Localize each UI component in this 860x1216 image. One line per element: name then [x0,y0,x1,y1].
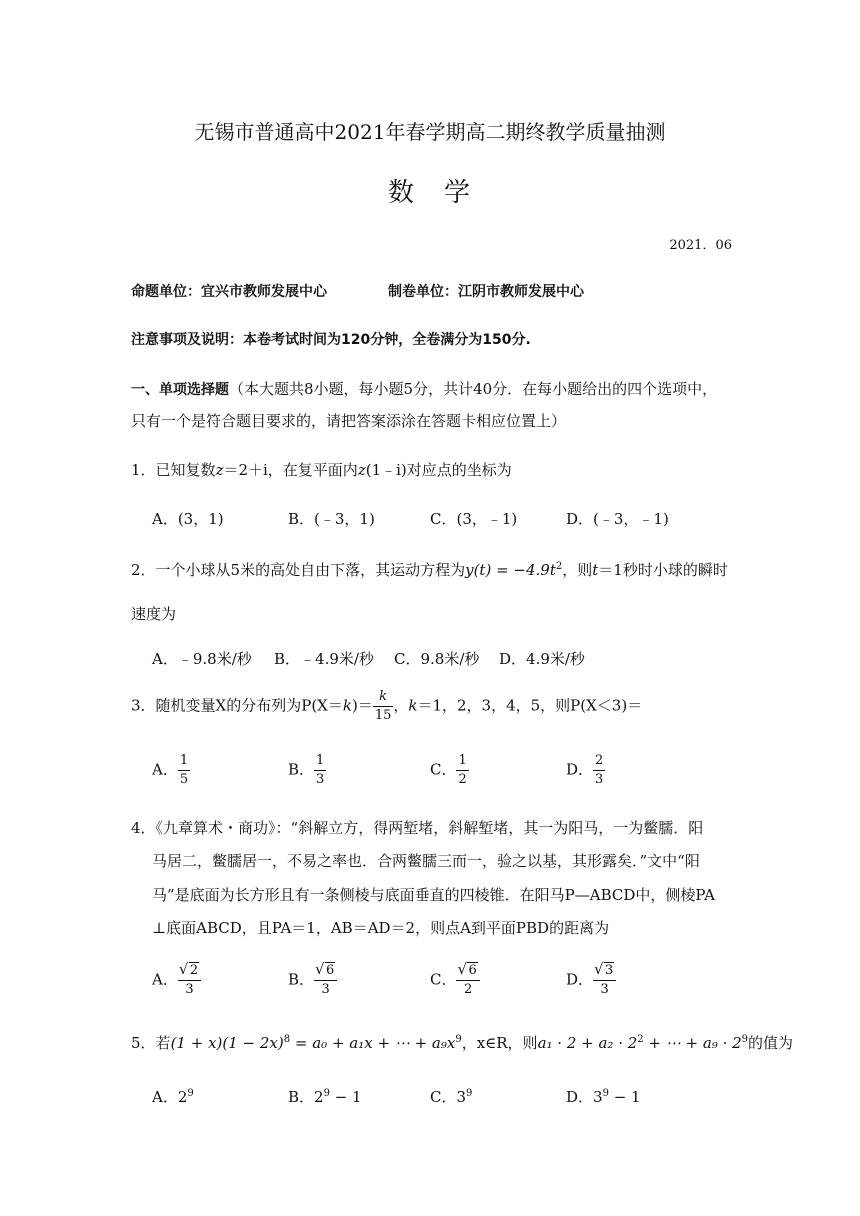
q4-option-b-label: B． [288,970,315,989]
question-1 [131,459,512,480]
q3-k-2: k [408,696,418,715]
section-heading-line [131,378,717,399]
q3-option-d-num: 2 [593,752,605,771]
q1-text-c: (1﹣i)对应点的坐标为 [365,461,512,479]
q4-option-a-num [178,962,201,981]
q2-eq-sup: 2 [555,561,563,572]
q5-option-c [430,1086,472,1107]
q5-expr-4: + ⋯ + a₉ · 2 [643,1034,742,1052]
q5-option-c-label: C． [430,1088,457,1106]
section-desc-2: 只有一个是符合题目要求的，请把答案添涂在答题卡相应位置上） [131,412,567,430]
q4-option-d-label: D． [566,970,594,989]
q3-option-d-label: D． [566,760,594,779]
q2-text-b: ，则 [562,561,593,579]
q3-option-c-num: 1 [456,752,468,771]
q2-eq-y: y [465,561,474,579]
q5-expr-2: = a₀ + a₁x + ⋯ + a₉x [290,1034,456,1052]
q4-option-b-den: 3 [321,982,330,997]
q4-option-d-frac [593,962,616,999]
q4-option-c-label: C． [430,970,457,989]
q3-option-c-den: 2 [458,772,467,787]
q1-option-b: B．(﹣3，1) [288,510,375,528]
q4-option-c-frac [456,962,479,999]
q5-option-a-label: A． [152,1088,178,1106]
q4-option-a-rad: 2 [189,963,199,978]
sqrt-icon: √ 6 [315,960,335,978]
q4-number: 4． [131,819,156,837]
q3-option-b-num: 1 [314,752,326,771]
sqrt-icon: √ 3 [594,960,614,978]
q4-option-a [152,962,201,999]
exam-date: 2021．06 [669,238,732,253]
q2-text-a: 一个小球从5米的高处自由下落，其运动方程为 [155,561,466,579]
q5-option-b-sup: 9 [323,1088,330,1099]
q2-t: t [592,561,599,579]
q3-option-a-label: A． [152,760,178,779]
q5-expr-1-sup: 8 [283,1034,291,1045]
q1-number: 1． [131,461,156,479]
section-heading: 一、单项选择题 [131,382,229,398]
q5-option-d-sup: 9 [602,1088,609,1099]
q3-option-d-frac [593,752,605,789]
q3-option-b [288,752,326,789]
q2-option-a: A．﹣9.8米/秒 [152,650,252,668]
q4-option-c-num [456,962,479,981]
question-4 [131,817,703,838]
q1-z-2: z [357,461,366,479]
q3-option-b-label: B． [288,760,315,779]
q2-option-b: B．﹣4.9米/秒 [274,650,374,668]
q2-option-c: C．9.8米/秒 [394,650,480,668]
q5-option-b-tail: − 1 [329,1088,362,1106]
q5-option-d [566,1086,641,1107]
sqrt-icon: √ 6 [457,960,477,978]
q4-option-b-rad: 6 [326,963,335,978]
q3-fraction [373,688,394,725]
q4-option-d-num [593,962,616,981]
q3-option-d-den: 3 [595,772,604,787]
q4-line-4: ⊥底面ABCD，且PA＝1，AB＝AD＝2，则点A到平面PBD的距离为 [152,919,610,937]
q2-number: 2． [131,561,156,579]
question-5 [131,1032,793,1053]
q3-frac-den: 15 [374,708,392,723]
q3-text-d: ＝1，2，3，4，5，则P(X＜3)＝ [417,696,643,715]
q5-expr-3-sup: 2 [637,1034,644,1045]
q3-option-b-frac [314,752,326,789]
q3-option-b-den: 3 [316,772,325,787]
q5-text-c: 的值为 [748,1034,794,1052]
q5-option-d-tail: − 1 [608,1088,641,1106]
q4-line-2: 马居二，鳖臑居一，不易之率也．合两鳖臑三而一，验之以基，其形露矣．”文中“阳 [152,852,700,870]
q2-option-d: D．4.9米/秒 [499,650,585,668]
notice: 注意事项及说明：本卷考试时间为120分钟，全卷满分为150分. [131,332,531,348]
q4-option-d-rad: 3 [605,963,614,978]
q3-option-d [566,752,605,789]
question-3 [131,688,642,725]
q4-option-a-frac [178,962,201,999]
q3-text-a: 随机变量X的分布列为P(X＝ [155,696,343,715]
q5-option-a-base: 2 [177,1088,188,1106]
q5-option-a [152,1086,194,1107]
q4-option-d [566,962,616,999]
q2-eq-mid: (t) = −4.9t [473,561,556,579]
q4-option-d-den: 3 [600,982,609,997]
q4-option-b-frac [314,962,337,999]
q4-option-c [430,962,480,999]
q3-k: k [342,696,352,715]
section-desc-1: （本大题共8小题，每小题5分，共计40分．在每小题给出的四个选项中， [229,380,718,398]
q3-frac-num: k [373,688,394,707]
q5-text-b: ，x∈R，则 [461,1034,538,1052]
q3-text-b: )＝ [351,696,373,715]
issuer-unit: 命题单位：宜兴市教师发展中心 [131,284,327,300]
q3-option-c-frac [456,752,468,789]
q3-option-c-label: C． [430,760,457,779]
q4-option-a-den: 3 [185,982,194,997]
q1-text-b: ＝2＋i，在复平面内 [223,461,358,479]
q4-line-3: 马”是底面为长方形且有一条侧棱与底面垂直的四棱锥．在阳马P—ABCD中，侧棱PA [152,886,715,904]
q1-z: z [215,461,224,479]
subject-title: 数 学 [387,178,472,208]
q5-number: 5． [131,1034,156,1052]
q5-expr-4-sup: 9 [741,1034,749,1045]
maker-unit: 制卷单位：江阴市教师发展中心 [388,284,584,300]
q4-option-b [288,962,337,999]
q1-option-c: C．(3，﹣1) [430,510,518,528]
q3-option-c [430,752,469,789]
q3-text-c: ， [393,696,409,715]
sqrt-icon: √ 2 [178,960,199,978]
q1-option-a: A．(3，1) [152,510,224,528]
q5-option-c-sup: 9 [466,1088,473,1099]
q5-expr-3: a₁ · 2 + a₂ · 2 [537,1034,638,1052]
q4-line-1: 《九章算术・商功》：“斜解立方，得两堑堵，斜解堑堵，其一为阳马，一为鳖臑．阳 [155,819,704,837]
q5-text-a: 若 [155,1034,171,1052]
q5-expr-1: (1 + x)(1 − 2x) [170,1034,284,1052]
q4-option-b-num [314,962,337,981]
q5-option-d-label: D． [566,1088,594,1106]
q4-option-c-rad: 6 [468,963,477,978]
q5-option-b-base: 2 [314,1088,324,1106]
q3-option-a-num: 1 [178,752,190,771]
q1-option-d: D．(﹣3，﹣1) [566,510,669,528]
q3-option-a-den: 5 [179,772,189,787]
q5-option-b [288,1086,362,1107]
q5-option-c-base: 3 [456,1088,467,1106]
q2-text-c: ＝1秒时小球的瞬时 [598,561,728,579]
q3-option-a-frac [178,752,190,789]
q3-option-a [152,752,190,789]
q2-line-2: 速度为 [131,605,177,623]
q5-option-b-label: B． [288,1088,315,1106]
q5-expr-2-sup: 9 [455,1034,462,1045]
question-2 [131,559,728,580]
q4-option-c-den: 2 [463,982,473,997]
q1-text-a: 已知复数 [155,461,216,479]
q5-option-a-sup: 9 [187,1088,194,1099]
q3-number: 3． [131,696,156,715]
q5-option-d-base: 3 [593,1088,603,1106]
q4-option-a-label: A． [152,970,178,989]
exam-title: 无锡市普通高中2021年春学期高二期终教学质量抽测 [194,120,666,144]
